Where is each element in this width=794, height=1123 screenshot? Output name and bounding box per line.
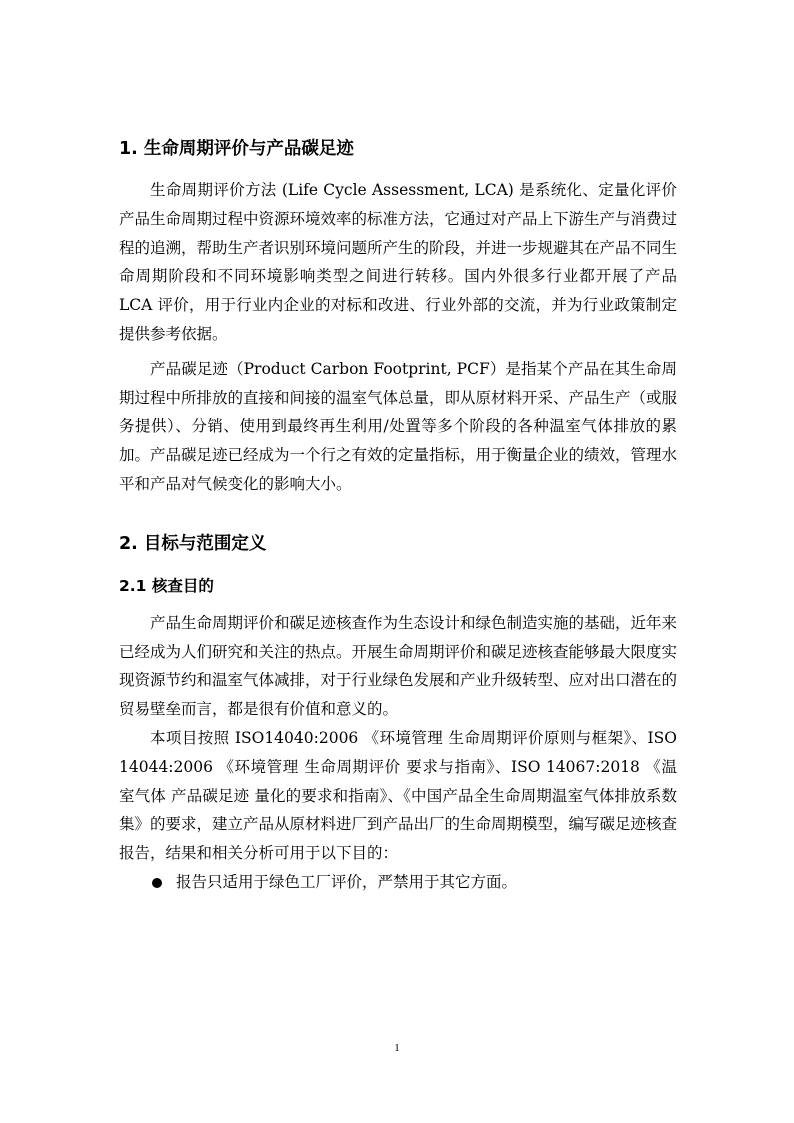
section-1-heading: 1. 生命周期评价与产品碳足迹: [119, 139, 354, 159]
page-content: [119, 132, 677, 897]
bullet-item: [119, 868, 677, 897]
section-2-heading: 2. 目标与范围定义: [119, 533, 267, 554]
section-1-paragraph-pcf: 产品碳足迹（Product Carbon Footprint, PCF）是指某个产品在其生命周期过程中所排放的直接和间接的温室气体总量，即从原材料开采、产品生产（或服务提供）、分销、使用到最终再生利用/处置等多个阶段的各种温室气体排放的累加。产品碳足迹已经成为一个行之有效的定量指标，用于衡量企业的绩效，管理水平和产品对气候变化的影响大小。: [119, 359, 678, 493]
section-1-paragraph-lca: 生命周期评价方法 (Life Cycle Assessment, LCA) 是系统化、定量化评价产品生命周期过程中资源环境效率的标准方法，它通过对产品上下游生产与消费过程的追溯，帮助生产者识别环境问题所产生的阶段，并进一步规避其在产品不同生命周期阶段和不同环境影响类型之间进行转移。国内外很多行业都开展了产品 LCA 评价，用于行业内企业的对标和改进、行业外部的交流，并为行业政策制定提供参考依据。: [119, 181, 678, 343]
section-2-1-paragraph-standards: 本项目按照 ISO14040:2006 《环境管理 生命周期评价原则与框架》、ISO 14044:2006 《环境管理 生命周期评价 要求与指南》、ISO 14067:2018 《温室气体 产品碳足迹 量化的要求和指南》、《中国产品全生命周期温室气体排放系数集》的要求，建立产品从原材料进厂到产品出厂的生命周期模型，编写碳足迹核查报告，结果和相关分析可用于以下目的：: [119, 728, 678, 863]
bullet-item-text: 报告只适用于绿色工厂评价，严禁用于其它方面。: [176, 872, 518, 891]
purpose-bullet-list: [119, 868, 677, 897]
subsection-2-1-heading: 2.1 核查目的: [119, 576, 214, 595]
bullet-dot-icon: [152, 878, 162, 888]
section-2-1-paragraph-purpose: 产品生命周期评价和碳足迹核查作为生态设计和绿色制造实施的基础，近年来已经成为人们研究和关注的热点。开展生命周期评价和碳足迹核查能够最大限度实现资源节约和温室气体减排，对于行业绿色发展和产业升级转型、应对出口潜在的贸易壁垒而言，都是很有价值和意义的。: [119, 613, 678, 719]
page-number: 1: [394, 1042, 400, 1054]
